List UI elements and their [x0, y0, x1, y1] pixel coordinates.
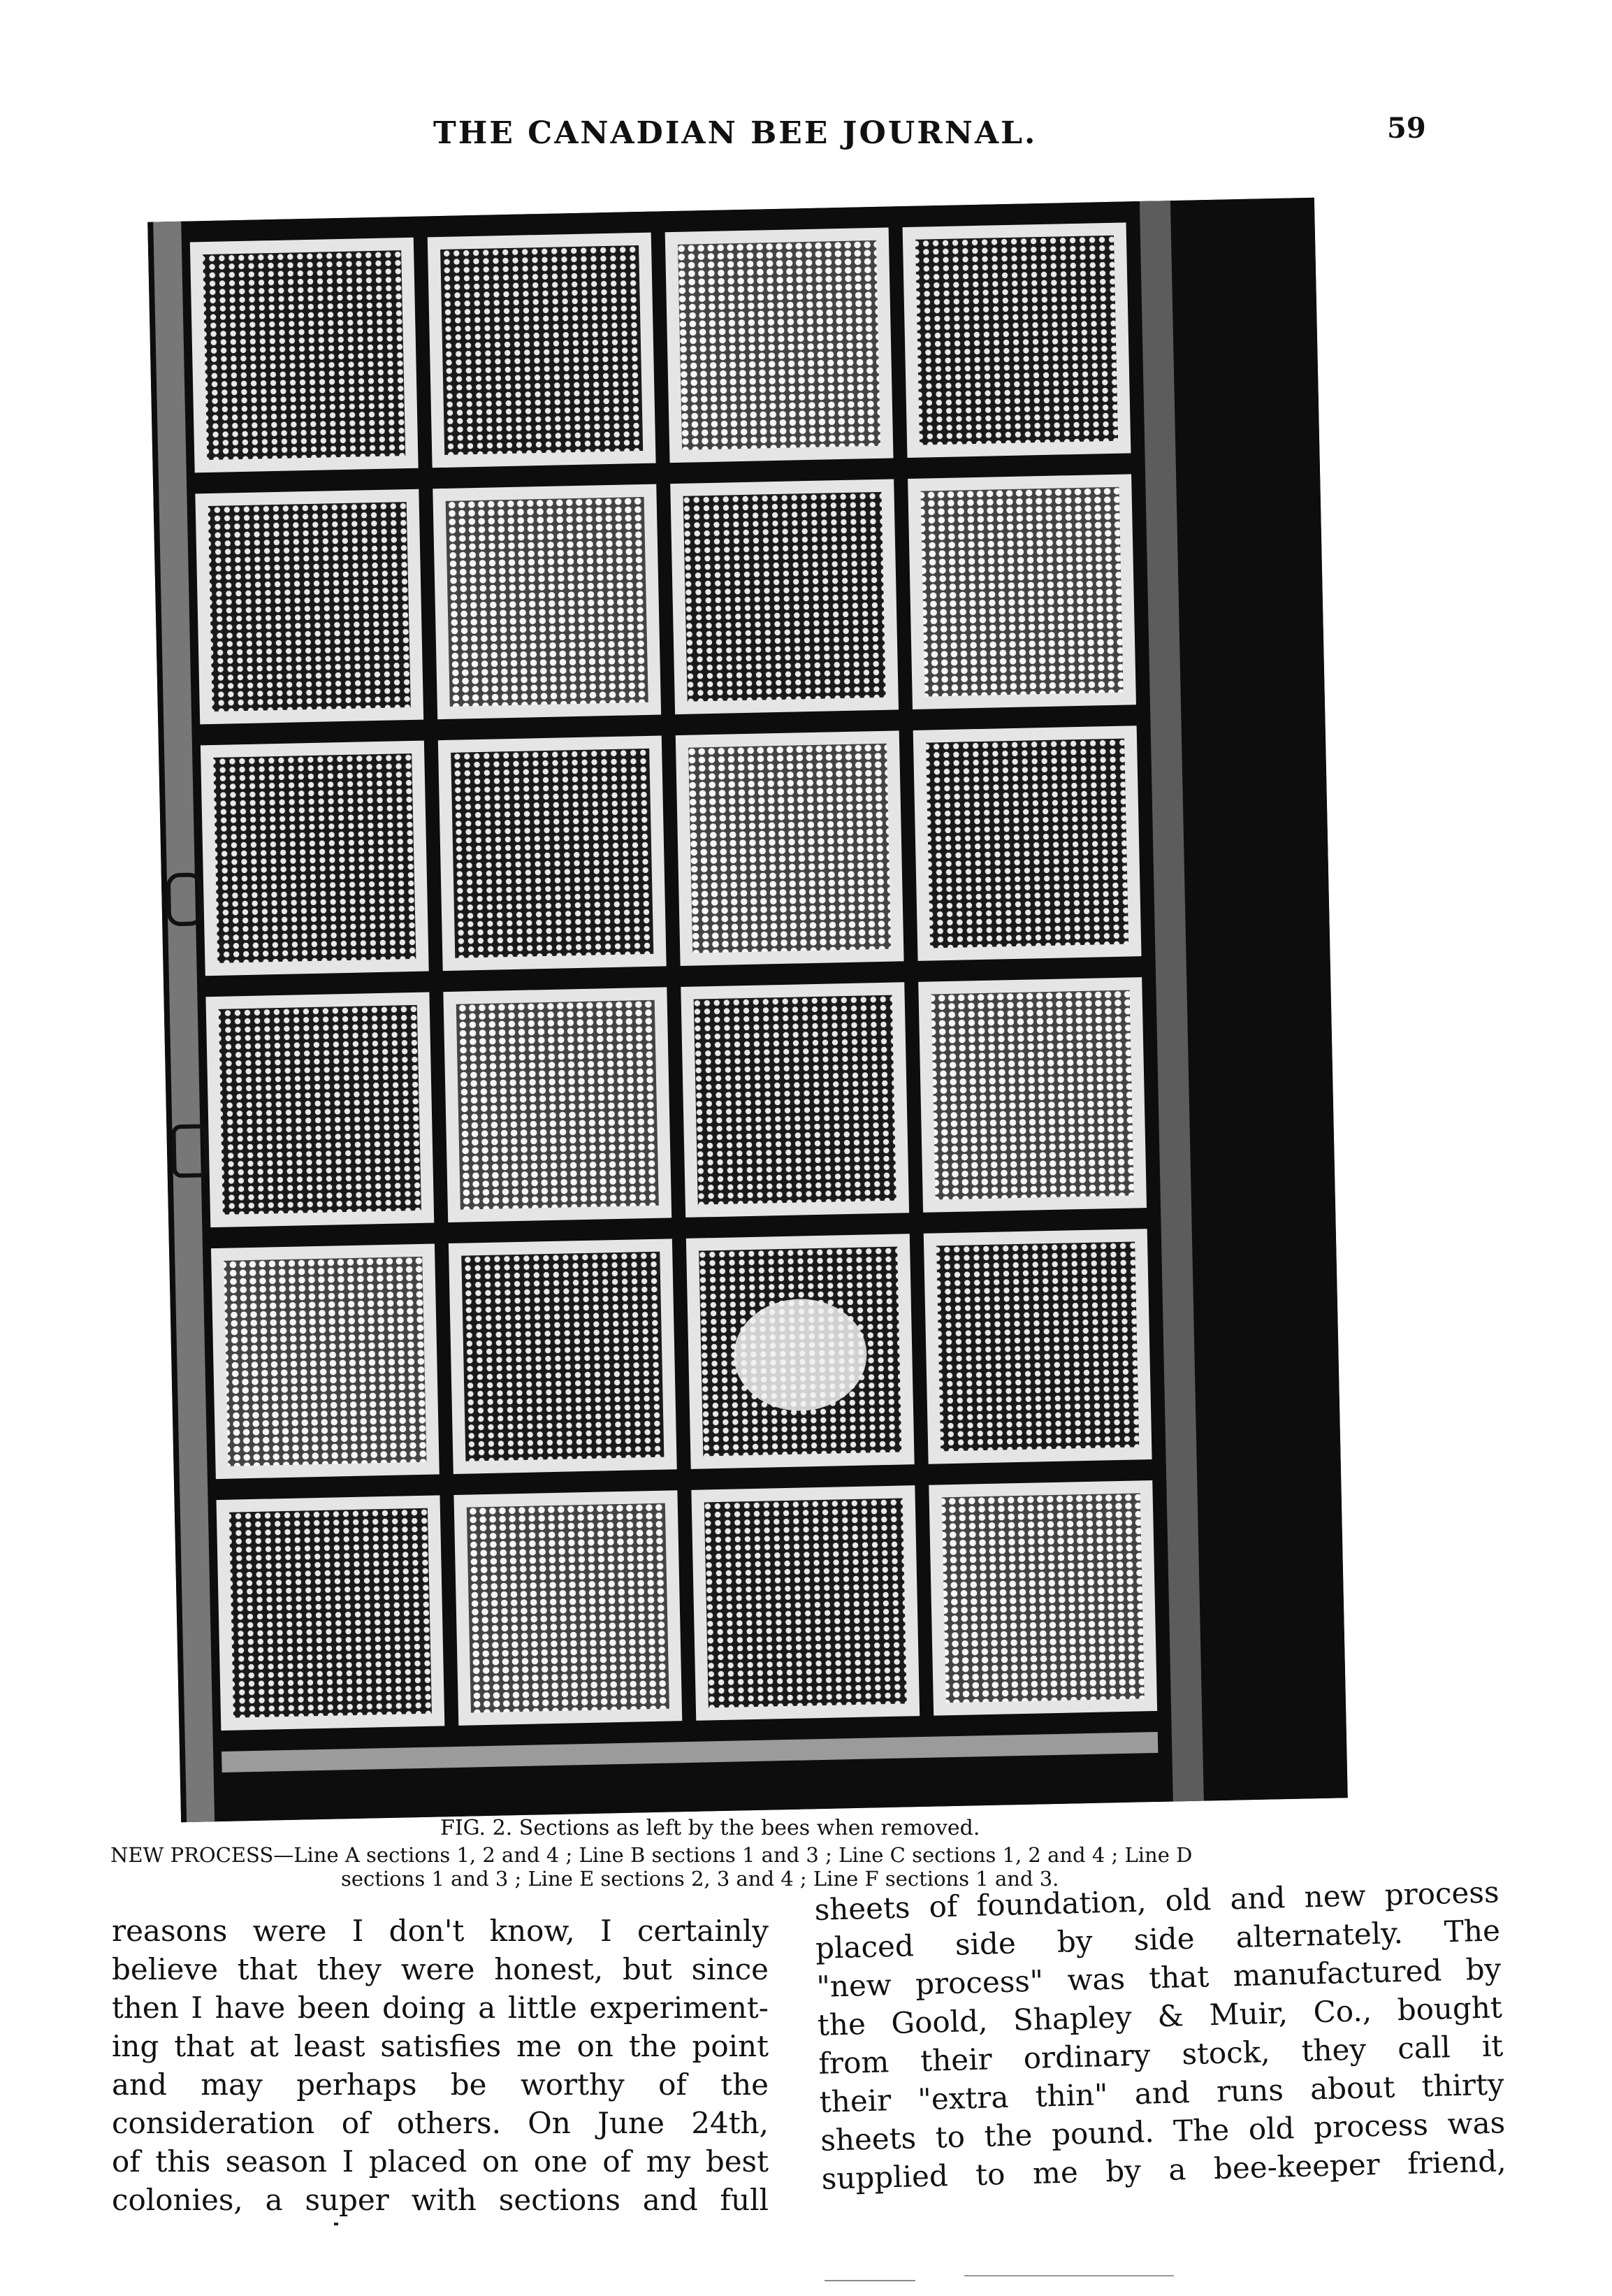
body-column-left [112, 1912, 769, 2219]
text-line: supplied to me by a bee-keeper friend, [821, 2144, 1507, 2196]
scan-artifact [825, 2280, 915, 2281]
text-line: consideration of others. On June 24th, [112, 2106, 769, 2140]
figure-legend-line: NEW PROCESS—Line A sections 1, 2 and 4 ; Line B sections 1 and 3 ; Line C sections 1, 2 and 4 ; Line D [110, 1843, 1193, 1867]
running-head: THE CANADIAN BEE JOURNAL. [433, 115, 1038, 151]
text-line: and may perhaps be worthy of the [112, 2067, 769, 2102]
figure-caption: FIG. 2. Sections as left by the bees when removed. [440, 1816, 980, 1840]
text-line: from their ordinary stock, they call it [818, 2028, 1504, 2081]
text-line: the Goold, Shapley & Muir, Co., bought [817, 1990, 1503, 2042]
text-line: of this season I placed on one of my best [112, 2144, 769, 2179]
text-line: sheets of foundation, old and new process [814, 1875, 1500, 1927]
page-number: 59 [1387, 112, 1426, 145]
text-line: colonies, a super with sections and full [112, 2183, 769, 2217]
figure-legend-line: sections 1 and 3 ; Line E sections 2, 3 and 4 ; Line F sections 1 and 3. [341, 1867, 1059, 1891]
body-column-right [814, 1872, 1506, 2198]
scan-artifact [334, 2223, 338, 2225]
figure-photograph [147, 198, 1348, 1822]
text-line: their "extra thin" and runs about thirty [819, 2067, 1505, 2119]
text-line: sheets to the pound. The old process was [820, 2105, 1506, 2158]
text-line: reasons were I don't know, I certainly [112, 1914, 769, 1948]
text-line: "new process" was that manufactured by [815, 1951, 1502, 2004]
text-line: ing that at least satisfies me on the point [112, 2029, 769, 2063]
text-line: then I have been doing a little experiment- [112, 1991, 769, 2025]
scan-artifact [964, 2275, 1174, 2276]
text-line: believe that they were honest, but since [112, 1952, 769, 1986]
text-line: placed side by side alternately. The [815, 1913, 1501, 1965]
